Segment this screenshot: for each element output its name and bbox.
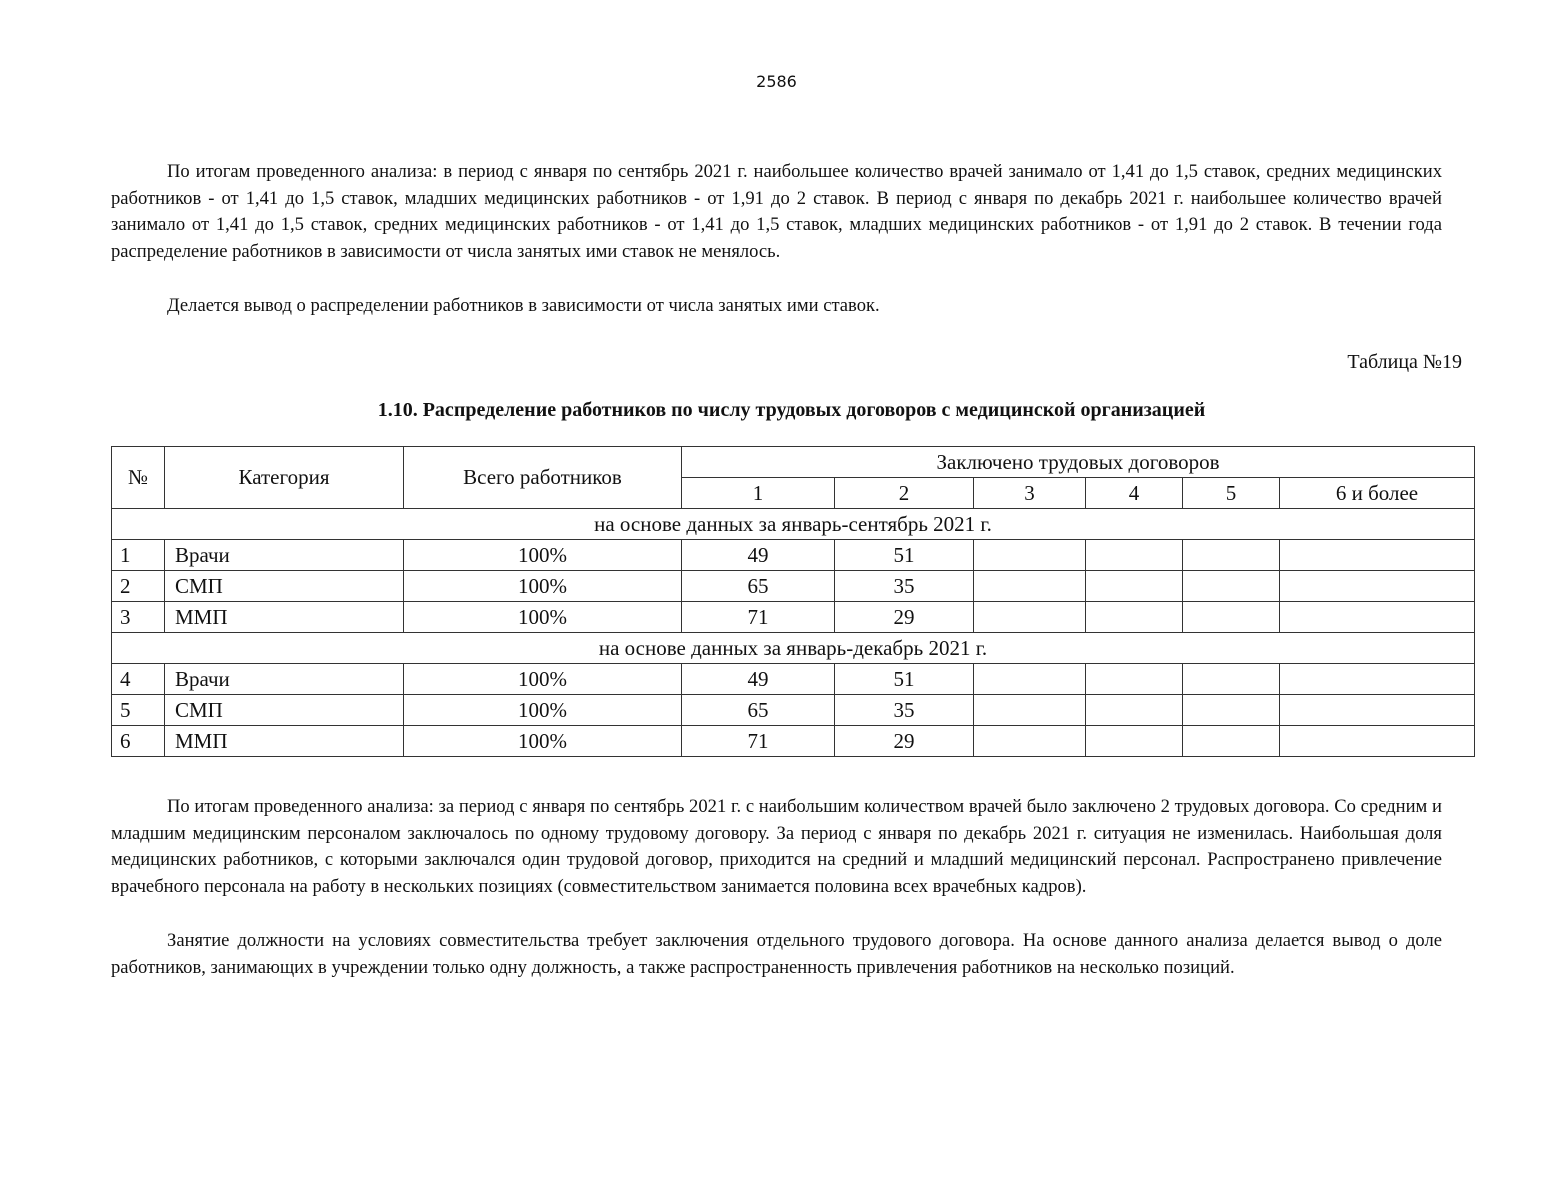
subheader-5: 5 — [1183, 478, 1280, 509]
page-number: 2586 — [756, 72, 797, 91]
header-contracts-group: Заключено трудовых договоров — [682, 447, 1475, 478]
cell-num: 4 — [112, 664, 165, 695]
cell-c5 — [1183, 571, 1280, 602]
table-row — [112, 571, 1475, 602]
cell-num: 2 — [112, 571, 165, 602]
paragraph-analysis-contracts: По итогам проведенного анализа: за период с января по сентябрь 2021 г. с наибольшим количеством врачей было заключено 2 трудовых договора. Со средним и младшим медицинским персоналом заключалось по одному трудовому договору. За период с января по декабрь 2021 г. ситуация не изменилась. Наибольшая доля медицинских работников, с которыми заключался один трудовой договор, приходится на средний и младший медицинский персонал. Распространено привлечение врачебного персонала на работу в нескольких позициях (совместительством занимается половина всех врачебных кадров). — [111, 796, 1442, 897]
table-row — [112, 695, 1475, 726]
cell-category: СМП — [165, 571, 404, 602]
subheader-2: 2 — [835, 478, 974, 509]
cell-c6 — [1280, 664, 1475, 695]
table-title: 1.10. Распределение работников по числу трудовых договоров с медицинской организацией — [377, 399, 1206, 421]
cell-c5 — [1183, 695, 1280, 726]
header-total: Всего работников — [404, 447, 682, 509]
cell-total: 100% — [404, 726, 682, 757]
cell-c3 — [974, 695, 1086, 726]
cell-c6 — [1280, 602, 1475, 633]
section-row — [112, 509, 1475, 540]
subheader-6-plus: 6 и более — [1280, 478, 1475, 509]
cell-c1: 71 — [682, 726, 835, 757]
header-category: Категория — [165, 447, 404, 509]
cell-c3 — [974, 571, 1086, 602]
cell-total: 100% — [404, 602, 682, 633]
section-title: на основе данных за январь-декабрь 2021 г. — [112, 633, 1475, 664]
paragraph-conclusion-contracts: Занятие должности на условиях совместительства требует заключения отдельного трудового договора. На основе данного анализа делается вывод о доле работников, занимающих в учреждении только одну должность, а также распространенность привлечения работников на несколько позиций. — [111, 930, 1442, 978]
cell-c2: 51 — [835, 664, 974, 695]
table-label: Таблица №19 — [1347, 351, 1462, 373]
cell-c4 — [1086, 695, 1183, 726]
cell-c3 — [974, 726, 1086, 757]
cell-c6 — [1280, 540, 1475, 571]
cell-total: 100% — [404, 571, 682, 602]
subheader-3: 3 — [974, 478, 1086, 509]
cell-c2: 35 — [835, 571, 974, 602]
section-row — [112, 633, 1475, 664]
cell-c5 — [1183, 540, 1280, 571]
cell-category: ММП — [165, 726, 404, 757]
paragraph-analysis-rates: По итогам проведенного анализа: в период с января по сентябрь 2021 г. наибольшее количество врачей занимало от 1,41 до 1,5 ставок, средних медицинских работников - от 1,41 до 1,5 ставок, младших медицинских работников - от 1,91 до 2 ставок. В период с января по декабрь 2021 г. наибольшее количество врачей занимало от 1,41 до 1,5 ставок, средних медицинских работников - от 1,41 до 1,5 ставок, младших медицинских работников - от 1,91 до 2 ставок. В течении года распределение работников в зависимости от числа занятых ими ставок не менялось. — [111, 161, 1442, 262]
cell-c3 — [974, 540, 1086, 571]
table-row — [112, 664, 1475, 695]
cell-category: СМП — [165, 695, 404, 726]
cell-num: 1 — [112, 540, 165, 571]
cell-total: 100% — [404, 664, 682, 695]
cell-c1: 71 — [682, 602, 835, 633]
cell-c6 — [1280, 726, 1475, 757]
cell-num: 6 — [112, 726, 165, 757]
header-num: № — [112, 447, 165, 509]
table-row — [112, 726, 1475, 757]
cell-c4 — [1086, 571, 1183, 602]
cell-c2: 29 — [835, 726, 974, 757]
cell-category: Врачи — [165, 540, 404, 571]
cell-c3 — [974, 602, 1086, 633]
subheader-4: 4 — [1086, 478, 1183, 509]
cell-c4 — [1086, 602, 1183, 633]
table-row — [112, 540, 1475, 571]
paragraph-conclusion-rates: Делается вывод о распределении работников в зависимости от числа занятых ими ставок. — [167, 295, 880, 316]
cell-c5 — [1183, 664, 1280, 695]
cell-c1: 65 — [682, 695, 835, 726]
subheader-1: 1 — [682, 478, 835, 509]
cell-c1: 49 — [682, 540, 835, 571]
cell-c2: 29 — [835, 602, 974, 633]
cell-c3 — [974, 664, 1086, 695]
contracts-table — [111, 446, 1475, 757]
cell-c4 — [1086, 664, 1183, 695]
cell-c2: 35 — [835, 695, 974, 726]
cell-c4 — [1086, 540, 1183, 571]
cell-c6 — [1280, 695, 1475, 726]
table-row — [112, 602, 1475, 633]
cell-c5 — [1183, 602, 1280, 633]
cell-c1: 65 — [682, 571, 835, 602]
cell-c1: 49 — [682, 664, 835, 695]
cell-num: 3 — [112, 602, 165, 633]
header-row — [112, 447, 1475, 478]
cell-category: Врачи — [165, 664, 404, 695]
cell-total: 100% — [404, 695, 682, 726]
cell-total: 100% — [404, 540, 682, 571]
cell-c5 — [1183, 726, 1280, 757]
cell-c4 — [1086, 726, 1183, 757]
cell-c6 — [1280, 571, 1475, 602]
cell-category: ММП — [165, 602, 404, 633]
section-title: на основе данных за январь-сентябрь 2021 г. — [112, 509, 1475, 540]
cell-c2: 51 — [835, 540, 974, 571]
cell-num: 5 — [112, 695, 165, 726]
